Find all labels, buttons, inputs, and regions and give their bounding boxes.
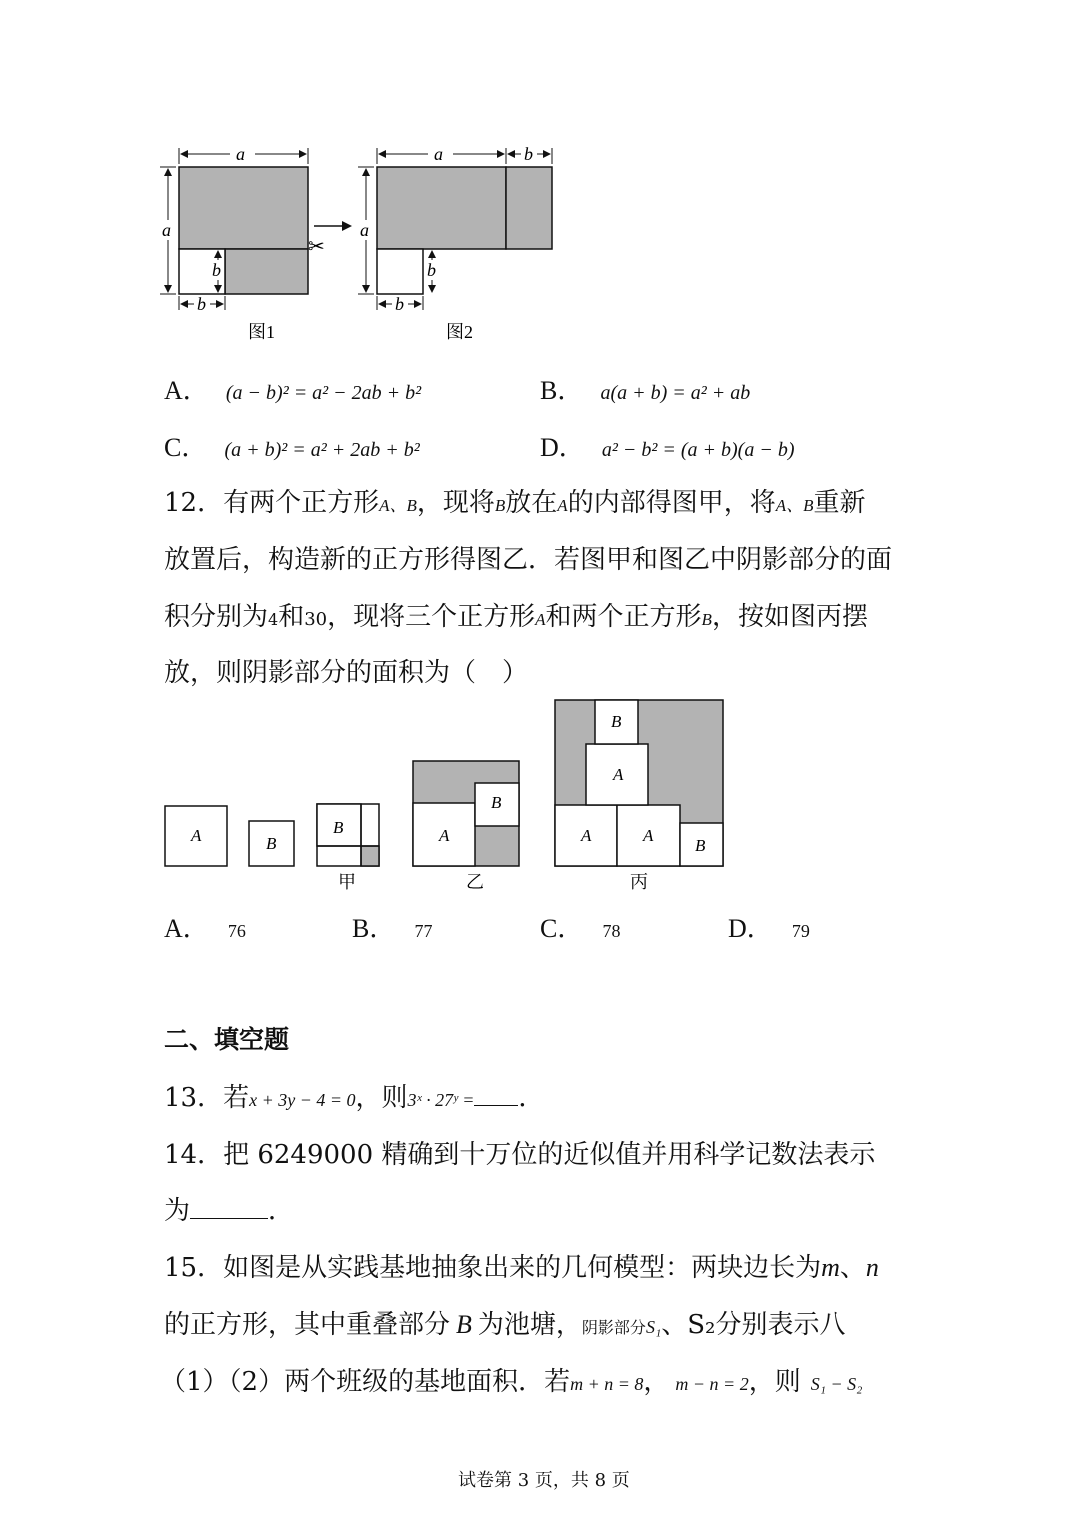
jia-caption: 甲 [338, 872, 356, 892]
yi-caption: 乙 [466, 872, 484, 892]
q12-figures [160, 695, 740, 900]
jia-b-label: B [333, 818, 344, 837]
q13-answer-blank[interactable] [474, 1085, 518, 1106]
q11-figure-1 [150, 140, 350, 350]
q12-option-c[interactable]: C． 78 [540, 914, 621, 943]
bing-caption: 丙 [630, 872, 648, 892]
fig1-caption: 图1 [248, 322, 275, 342]
yi-a-label: A [439, 826, 450, 845]
fig2-label-b-horiz: b [395, 294, 404, 314]
bing-a-left-label: A [581, 826, 592, 845]
q15-line-3: （1）（2）两个班级的基地面积．若m + n = 8， m − n = 2，则 S₁ − S₂ [160, 1367, 863, 1397]
q14-line-1: 14．把 6249000 精确到十万位的近似值并用科学记数法表示 [164, 1140, 876, 1170]
fig2-label-a-top: a [434, 144, 443, 164]
page-footer: 试卷第 3 页，共 8 页 [458, 1470, 630, 1491]
q14-answer-blank[interactable] [190, 1194, 268, 1219]
q15-line-1: 15．如图是从实践基地抽象出来的几何模型：两块边长为m、n [164, 1253, 879, 1283]
q12-option-d[interactable]: D． 79 [728, 914, 810, 943]
q12-line-2: 放置后，构造新的正方形得图乙．若图甲和图乙中阴影部分的面 [164, 545, 893, 575]
q11-option-a[interactable]: A． (a − b)² = a² − 2ab + b² [164, 376, 422, 405]
bing-a-mid-label: A [613, 765, 624, 784]
scissors-icon: ✂ [308, 236, 325, 258]
q15-line-2: 的正方形，其中重叠部分 B 为池塘，阴影部分S₁、S₂分别表示八 [164, 1310, 846, 1340]
fig1-label-b-vert: b [212, 260, 221, 280]
fig1-label-a-side: a [162, 220, 171, 240]
fig1-label-a-top: a [236, 144, 245, 164]
q14-line-2: 为 ． [164, 1196, 295, 1226]
q13: 13．若x + 3y − 4 = 0，则3ˣ · 27ʸ = ． [164, 1083, 545, 1113]
square-b-label: B [266, 834, 277, 853]
yi-b-label: B [491, 793, 502, 812]
fig2-label-b-top: b [524, 144, 533, 164]
section-title: 二、填空题 [164, 1025, 290, 1054]
fig2-label-b-vert: b [427, 260, 436, 280]
fig2-label-a-side: a [360, 220, 369, 240]
square-a-label: A [191, 826, 202, 845]
q12-line-4: 放，则阴影部分的面积为（ ） [164, 658, 529, 688]
q11-figure-2 [348, 140, 568, 350]
bing-b-top-label: B [611, 712, 622, 731]
q12-line-3: 积分别为4和30，现将三个正方形A和两个正方形B，按如图丙摆 [164, 602, 868, 632]
q11-option-b[interactable]: B． a(a + b) = a² + ab [540, 376, 751, 405]
q11-option-c[interactable]: C． (a + b)² = a² + 2ab + b² [164, 433, 420, 462]
q11-option-d[interactable]: D． a² − b² = (a + b)(a − b) [540, 433, 795, 462]
bing-a-right-label: A [643, 826, 654, 845]
q12-option-a[interactable]: A． 76 [164, 914, 246, 943]
bing-b-right-label: B [695, 836, 706, 855]
q12-option-b[interactable]: B． 77 [352, 914, 433, 943]
q12-line-1: 12．有两个正方形A、B，现将B放在A的内部得图甲，将A、B重新 [164, 488, 866, 518]
fig1-label-b-horiz: b [197, 294, 206, 314]
fig2-caption: 图2 [446, 322, 473, 342]
